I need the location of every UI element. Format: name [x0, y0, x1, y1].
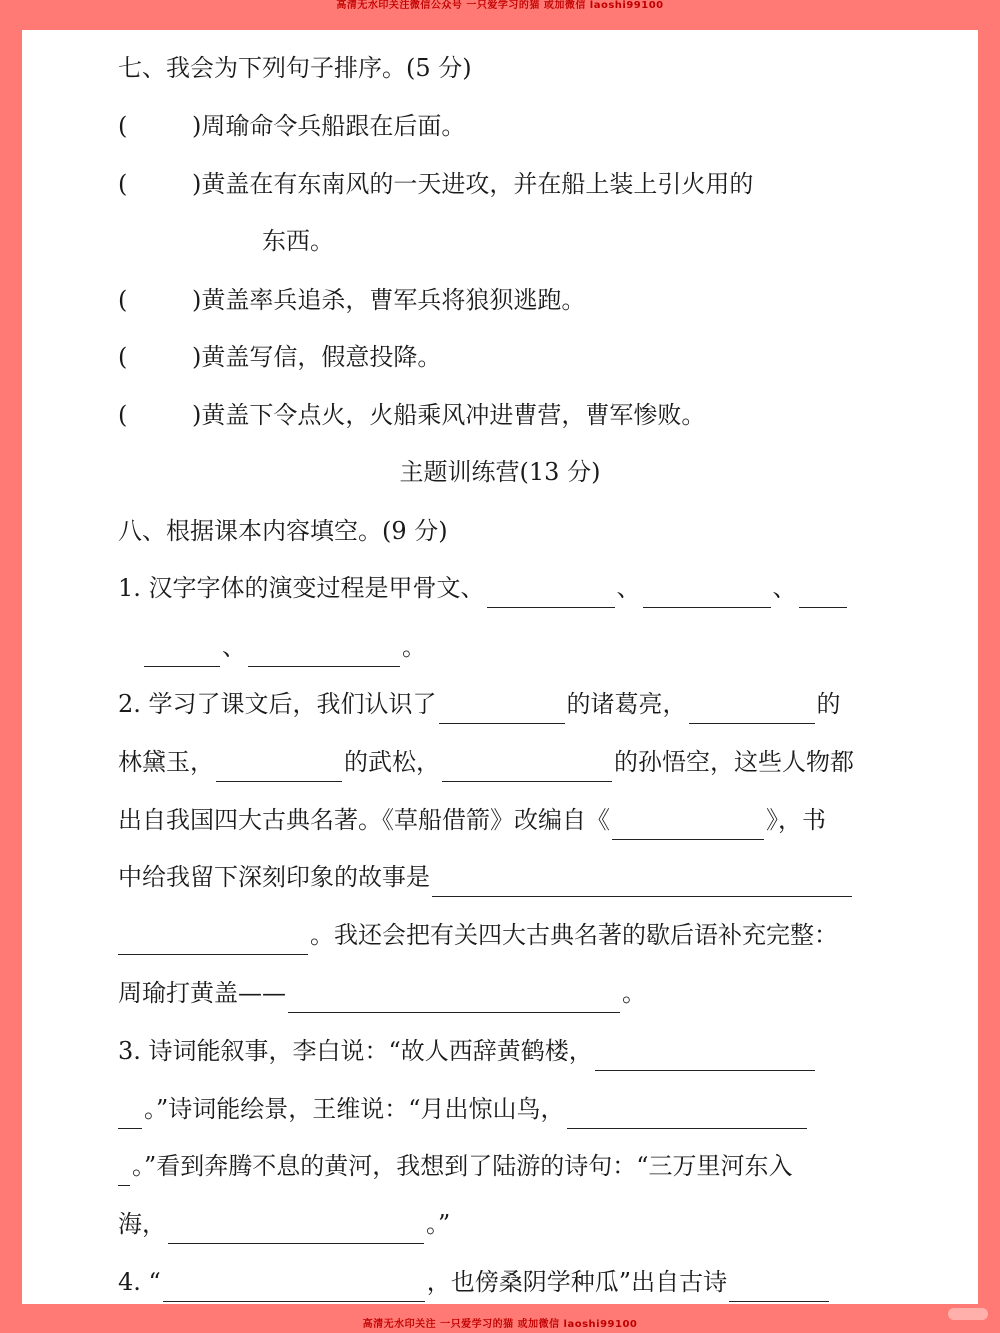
- theme-title: 主题训练营(13 分): [399, 458, 601, 486]
- sort-item: [118, 337, 898, 377]
- q1-separator: 、: [772, 574, 797, 602]
- sort-item: [118, 395, 898, 435]
- paren-open: (: [118, 112, 128, 140]
- sort-item-text: 周瑜命令兵船跟在后面。: [201, 112, 466, 140]
- question-2-line-4: [118, 857, 898, 897]
- paren-open: (: [118, 343, 128, 371]
- section8-title: 八、根据课本内容填空。(9 分): [118, 517, 448, 545]
- sort-item: [118, 164, 898, 204]
- question-1-line-2: [142, 627, 922, 667]
- q3-text: 。”: [426, 1210, 451, 1238]
- question-3-line-1: [118, 1031, 898, 1071]
- q2-text: 2. 学习了课文后，我们认识了: [118, 690, 437, 718]
- fill-blank[interactable]: [595, 1042, 815, 1071]
- top-watermark: 高清无水印关注微信公众号 一只爱学习的猫 或加微信 laoshi99100: [336, 0, 664, 11]
- question-3-line-4: [118, 1204, 898, 1244]
- question-2-line-1: [118, 684, 898, 724]
- fill-blank[interactable]: [118, 1100, 142, 1129]
- fill-blank[interactable]: [442, 753, 612, 782]
- q4-text: 4. “: [118, 1268, 161, 1296]
- q2-text: 的: [816, 690, 841, 718]
- paren-close: ): [192, 343, 202, 371]
- sort-item-text: 黄盖写信，假意投降。: [201, 343, 442, 371]
- fill-blank[interactable]: [689, 695, 815, 724]
- paren-close: ): [192, 286, 202, 314]
- q2-text: 。: [622, 979, 646, 1007]
- question-4-line-1: [118, 1262, 898, 1302]
- q2-text: 。我还会把有关四大古典名著的歇后语补充完整：: [310, 921, 838, 949]
- question-3-line-2: [118, 1089, 898, 1129]
- fill-blank[interactable]: [612, 811, 764, 840]
- q2-text: 》，书: [766, 806, 826, 834]
- q1-separator: 、: [616, 574, 641, 602]
- question-2-line-2: [118, 742, 898, 782]
- fill-blank[interactable]: [487, 579, 615, 608]
- paren-close: ): [192, 401, 202, 429]
- question-1-line-1: [118, 568, 898, 608]
- paren-open: (: [118, 401, 128, 429]
- q3-text: 海，: [118, 1210, 166, 1238]
- fill-blank[interactable]: [567, 1100, 807, 1129]
- sort-item: [118, 106, 898, 146]
- q2-text: 中给我留下深刻印象的故事是: [118, 863, 430, 891]
- paren-open: (: [118, 286, 128, 314]
- fill-blank[interactable]: [643, 579, 771, 608]
- q1-separator: 、: [222, 633, 246, 661]
- question-2-line-3: [118, 800, 898, 840]
- fill-blank[interactable]: [118, 1157, 130, 1186]
- q3-text: 3. 诗词能叙事，李白说：“故人西辞黄鹤楼，: [118, 1037, 593, 1065]
- fill-blank[interactable]: [216, 753, 342, 782]
- sort-item-text: 黄盖在有东南风的一天进攻，并在船上装上引火用的: [201, 170, 754, 198]
- q2-text: 的诸葛亮，: [566, 690, 687, 718]
- sort-item-continuation: 东西。: [262, 227, 334, 255]
- question-2-line-5: [118, 915, 898, 955]
- fill-blank[interactable]: [163, 1273, 425, 1302]
- fill-blank[interactable]: [144, 638, 220, 667]
- corner-badge: [948, 1308, 988, 1320]
- q3-text: 。”诗词能绘景，王维说：“月出惊山鸟，: [144, 1095, 565, 1123]
- bottom-watermark: 高清无水印关注 一只爱学习的猫 或加微信 laoshi99100: [362, 1319, 638, 1330]
- sort-item-text: 黄盖率兵追杀，曹军兵将狼狈逃跑。: [201, 286, 586, 314]
- q4-text: ，也傍桑阴学种瓜”出自古诗: [426, 1268, 728, 1296]
- q2-text: 的武松，: [344, 748, 440, 776]
- fill-blank[interactable]: [729, 1273, 829, 1302]
- section7-title: 七、我会为下列句子排序。(5 分): [118, 54, 472, 82]
- question-3-line-3: [118, 1146, 898, 1186]
- fill-blank[interactable]: [118, 926, 308, 955]
- fill-blank[interactable]: [248, 638, 400, 667]
- question-2-line-6: [118, 973, 898, 1013]
- fill-blank[interactable]: [288, 984, 620, 1013]
- q3-text: 。”看到奔腾不息的黄河，我想到了陆游的诗句：“三万里河东入: [132, 1152, 793, 1180]
- sort-item-text: 黄盖下令点火，火船乘风冲进曹营，曹军惨败。: [201, 401, 706, 429]
- q1-end: 。: [402, 633, 426, 661]
- q2-text: 周瑜打黄盖——: [118, 979, 286, 1007]
- paren-close: ): [192, 112, 202, 140]
- q1-text: 1. 汉字字体的演变过程是甲骨文、: [118, 574, 485, 602]
- sort-item: [118, 280, 898, 320]
- fill-blank[interactable]: [432, 868, 852, 897]
- q2-text: 的孙悟空，这些人物都: [614, 748, 854, 776]
- paren-close: ): [192, 170, 202, 198]
- paren-open: (: [118, 170, 128, 198]
- q2-text: 林黛玉，: [118, 748, 214, 776]
- fill-blank[interactable]: [799, 579, 847, 608]
- fill-blank[interactable]: [439, 695, 565, 724]
- worksheet-page: [22, 30, 978, 1304]
- q2-text: 出自我国四大古典名著。《草船借箭》改编自《: [118, 806, 610, 834]
- fill-blank[interactable]: [168, 1215, 424, 1244]
